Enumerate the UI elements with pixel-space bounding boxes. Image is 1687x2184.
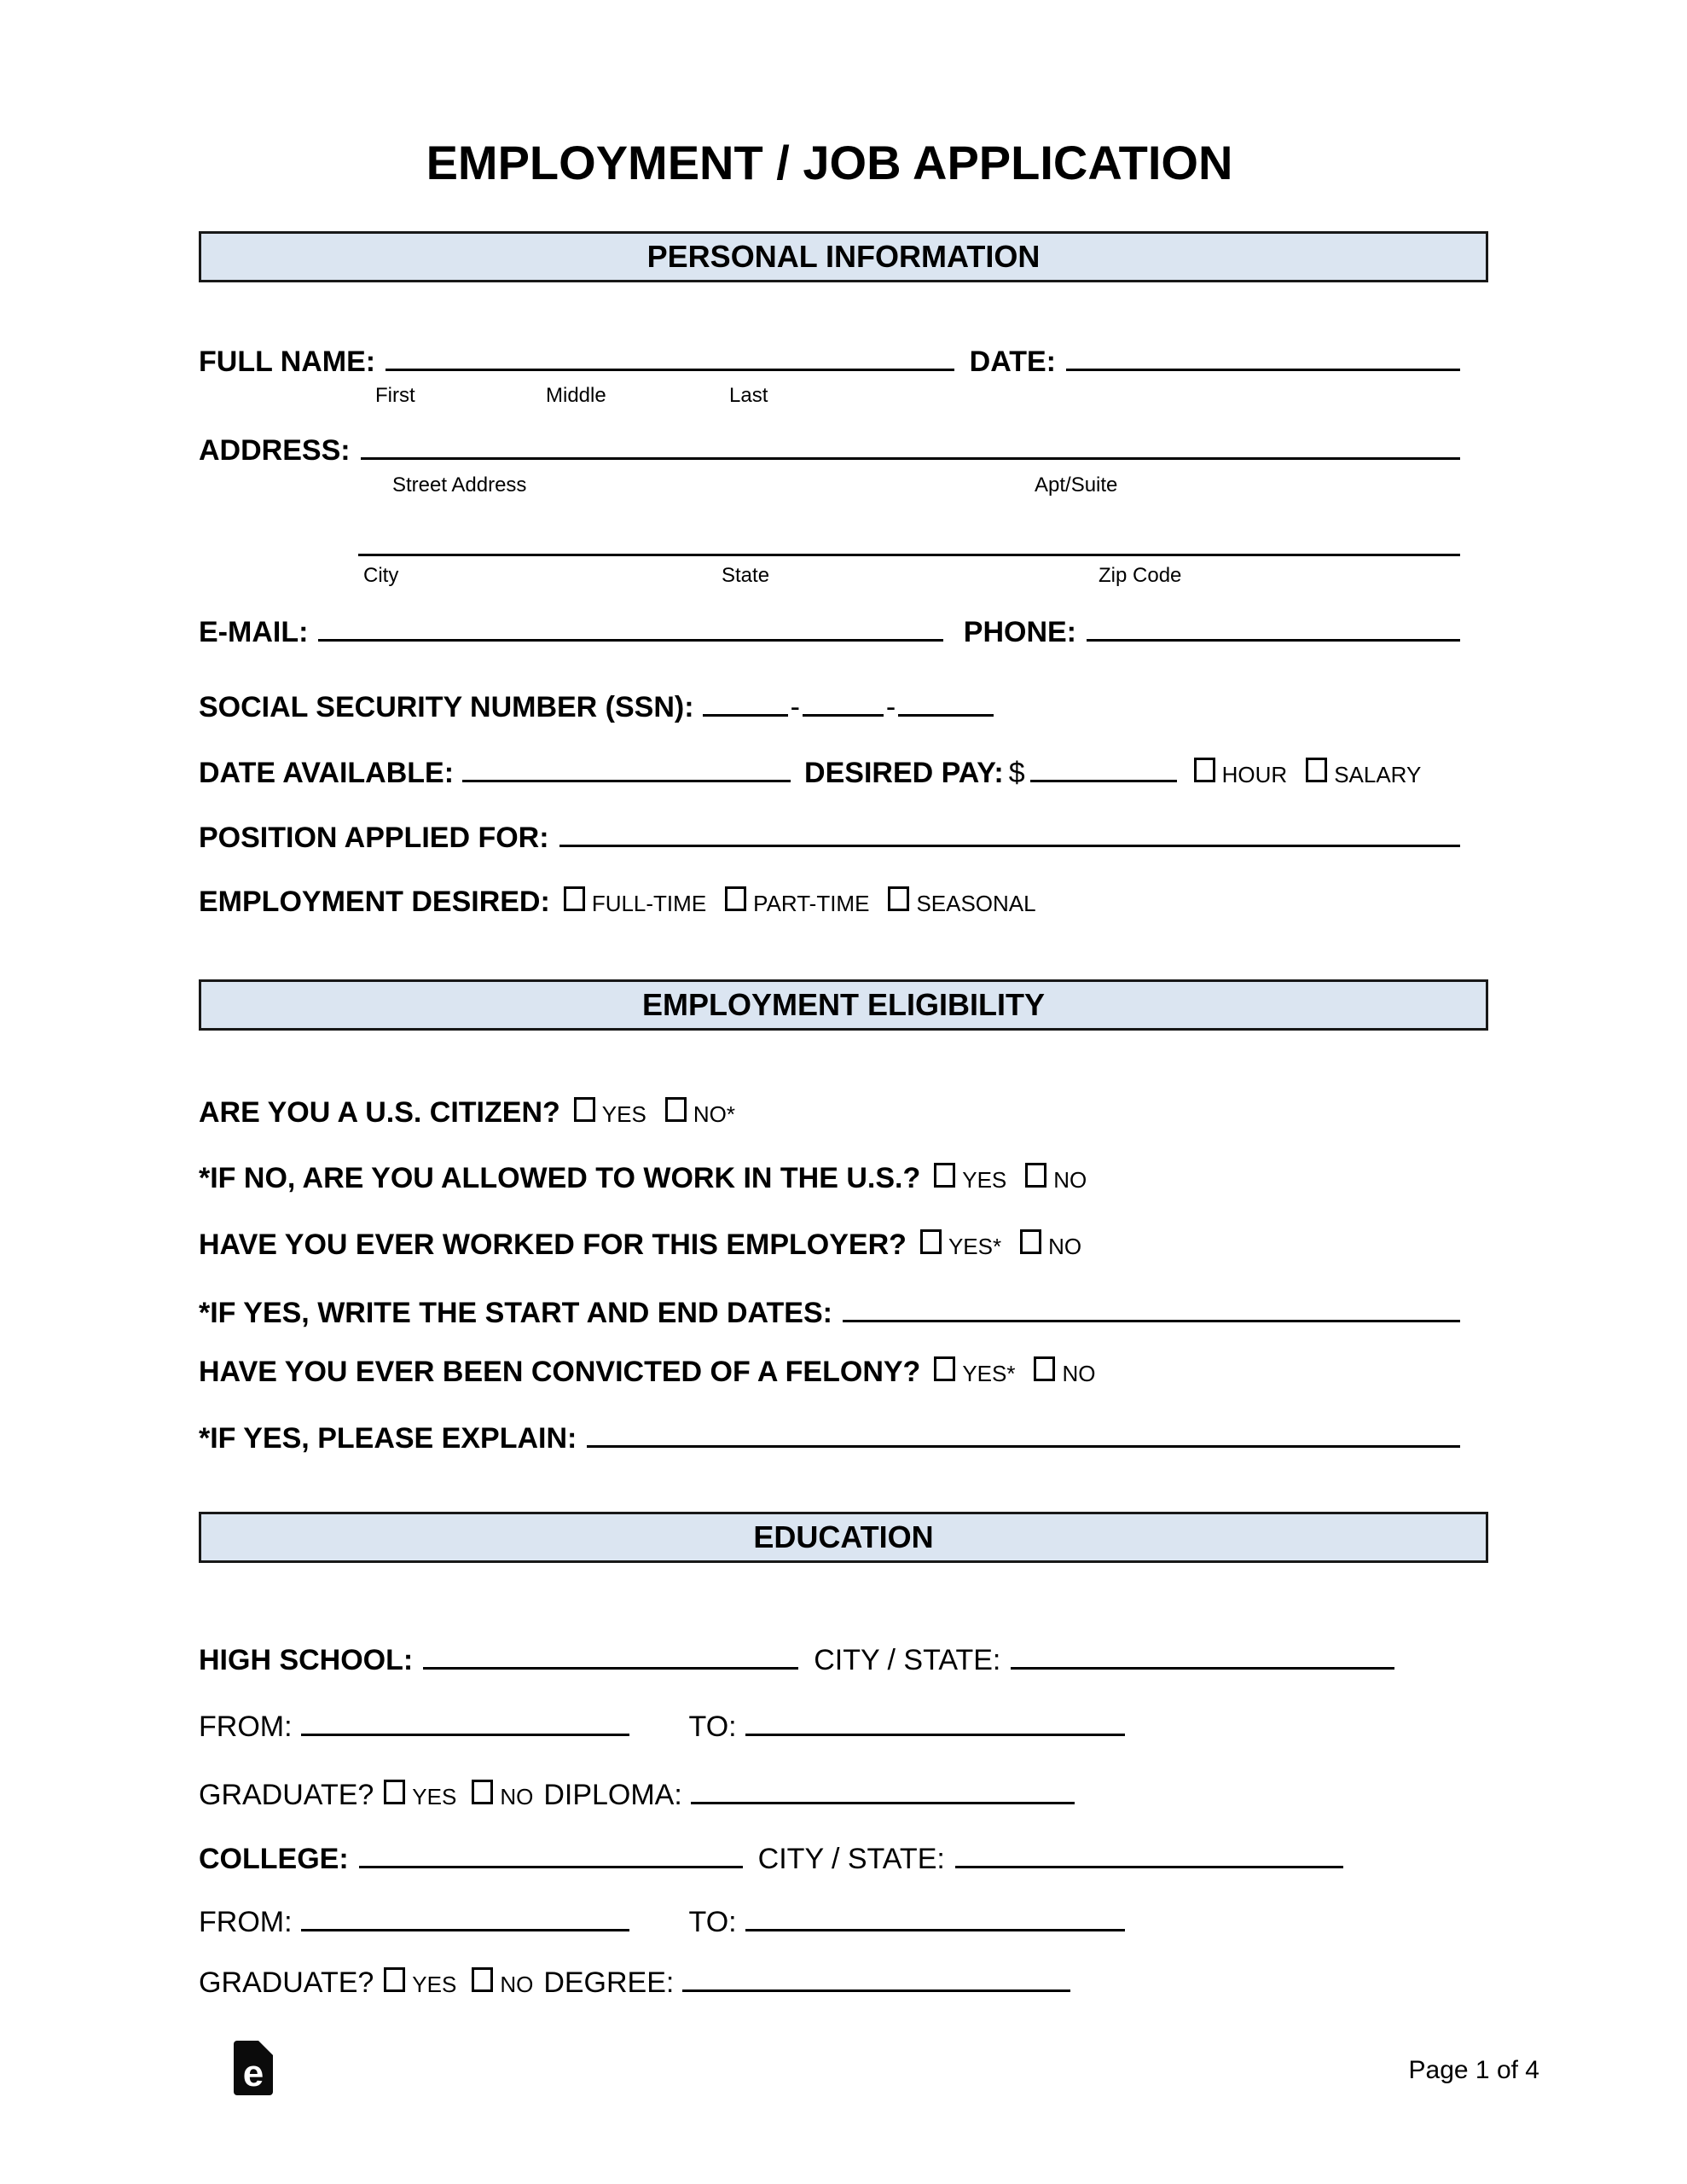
- hour-checkbox[interactable]: [1194, 758, 1215, 782]
- college-row: [199, 1841, 1460, 1877]
- address-line2-field[interactable]: [358, 554, 1460, 556]
- worked-yes-label: YES*: [948, 1234, 1002, 1259]
- felony-no-checkbox[interactable]: [1034, 1356, 1055, 1381]
- hs-city-state-label: CITY / STATE:: [814, 1644, 1001, 1676]
- college-graduate-no-label: NO: [500, 1972, 534, 1997]
- college-from-field[interactable]: [301, 1919, 629, 1931]
- college-city-state-field[interactable]: [955, 1856, 1343, 1868]
- degree-field[interactable]: [682, 1979, 1070, 1992]
- citizen-yes-checkbox[interactable]: [574, 1097, 595, 1122]
- state-sublabel: State: [722, 564, 770, 587]
- hs-graduate-no-label: NO: [500, 1784, 534, 1809]
- felony-no-label: NO: [1062, 1361, 1096, 1386]
- degree-label: DEGREE:: [543, 1966, 675, 1999]
- worked-yes-checkbox[interactable]: [920, 1229, 942, 1254]
- felony-explain-field[interactable]: [587, 1435, 1460, 1448]
- citizen-no-label: NO*: [693, 1101, 735, 1127]
- college-to-label: TO:: [688, 1906, 737, 1938]
- start-end-dates-field[interactable]: [843, 1310, 1460, 1322]
- hs-from-to-row: [199, 1709, 1460, 1745]
- felony-yes-label: YES*: [962, 1361, 1016, 1386]
- desired-pay-label: DESIRED PAY:: [804, 757, 1004, 789]
- page-indicator: Page 1 of 4: [1408, 2056, 1539, 2084]
- salary-label: SALARY: [1334, 762, 1422, 787]
- allowed-question-label: *IF NO, ARE YOU ALLOWED TO WORK IN THE U.S.?: [199, 1162, 921, 1194]
- street-address-field[interactable]: [361, 447, 1460, 460]
- worked-question-label: HAVE YOU EVER WORKED FOR THIS EMPLOYER?: [199, 1228, 907, 1261]
- phone-label: PHONE:: [963, 616, 1076, 648]
- start-end-dates-row: [199, 1295, 1460, 1331]
- full-time-label: FULL-TIME: [591, 891, 707, 916]
- full-name-field[interactable]: [386, 358, 954, 371]
- position-label: POSITION APPLIED FOR:: [199, 822, 549, 854]
- college-field[interactable]: [359, 1856, 743, 1868]
- section-header-employment-eligibility: [199, 979, 1488, 1031]
- college-graduate-yes-label: YES: [412, 1972, 457, 1997]
- part-time-checkbox[interactable]: [725, 886, 746, 911]
- address-row: [199, 433, 1460, 468]
- date-available-field[interactable]: [462, 770, 791, 782]
- salary-checkbox[interactable]: [1306, 758, 1327, 782]
- section-header-personal-information: [199, 231, 1488, 282]
- citizen-no-checkbox[interactable]: [665, 1097, 687, 1122]
- hs-graduate-no-checkbox[interactable]: [472, 1780, 493, 1804]
- college-graduate-row: [199, 1965, 1460, 2002]
- street-address-sublabel: Street Address: [392, 473, 527, 497]
- ssn-label: SOCIAL SECURITY NUMBER (SSN):: [199, 691, 694, 723]
- college-graduate-no-checkbox[interactable]: [472, 1967, 493, 1992]
- allowed-to-work-row: [199, 1160, 1460, 1198]
- ssn-dash-1: -: [790, 691, 800, 723]
- zip-code-sublabel: Zip Code: [1099, 564, 1182, 587]
- ssn-dash-2: -: [885, 691, 896, 723]
- hs-to-label: TO:: [688, 1711, 737, 1743]
- worked-before-row: [199, 1227, 1460, 1264]
- date-field[interactable]: [1066, 358, 1460, 371]
- felony-question-label: HAVE YOU EVER BEEN CONVICTED OF A FELONY?: [199, 1356, 921, 1388]
- hs-graduate-yes-label: YES: [412, 1784, 457, 1809]
- high-school-field[interactable]: [423, 1657, 798, 1670]
- email-phone-row: [199, 614, 1460, 650]
- desired-pay-field[interactable]: [1030, 770, 1177, 782]
- ssn-field-3[interactable]: [898, 704, 994, 717]
- section-heading-text: EMPLOYMENT ELIGIBILITY: [641, 987, 1045, 1022]
- allowed-no-label: NO: [1053, 1167, 1087, 1193]
- college-graduate-yes-checkbox[interactable]: [384, 1967, 405, 1992]
- first-sublabel: First: [375, 384, 415, 407]
- worked-no-label: NO: [1048, 1234, 1082, 1259]
- hour-label: HOUR: [1221, 762, 1288, 787]
- college-label: COLLEGE:: [199, 1843, 349, 1875]
- email-field[interactable]: [318, 629, 942, 642]
- hs-to-field[interactable]: [745, 1723, 1125, 1736]
- position-row: [199, 820, 1460, 856]
- hs-graduate-yes-checkbox[interactable]: [384, 1780, 405, 1804]
- section-header-education: [199, 1512, 1488, 1563]
- hs-from-field[interactable]: [301, 1723, 629, 1736]
- part-time-label: PART-TIME: [753, 891, 870, 916]
- felony-yes-checkbox[interactable]: [934, 1356, 955, 1381]
- page-title: EMPLOYMENT / JOB APPLICATION: [426, 136, 1233, 189]
- date-available-label: DATE AVAILABLE:: [199, 757, 455, 789]
- section-heading-text: EDUCATION: [753, 1519, 934, 1554]
- allowed-yes-label: YES: [962, 1167, 1007, 1193]
- ssn-field-2[interactable]: [803, 704, 884, 717]
- email-label: E-MAIL:: [199, 616, 309, 648]
- apt-suite-sublabel: Apt/Suite: [1035, 473, 1118, 497]
- citizen-yes-label: YES: [601, 1101, 646, 1127]
- phone-field[interactable]: [1087, 629, 1460, 642]
- seasonal-label: SEASONAL: [916, 891, 1036, 916]
- college-from-label: FROM:: [199, 1906, 293, 1938]
- eforms-logo-icon: [234, 2041, 273, 2095]
- worked-no-checkbox[interactable]: [1020, 1229, 1041, 1254]
- full-name-row: [199, 344, 1460, 380]
- date-label: DATE:: [969, 346, 1056, 378]
- eforms-logo-letter: e: [242, 2053, 264, 2094]
- position-field[interactable]: [559, 834, 1460, 847]
- section-heading-text: PERSONAL INFORMATION: [646, 239, 1041, 274]
- college-from-to-row: [199, 1904, 1460, 1940]
- currency-symbol: $: [1008, 757, 1025, 789]
- high-school-label: HIGH SCHOOL:: [199, 1644, 414, 1676]
- college-graduate-label: GRADUATE?: [199, 1966, 374, 1999]
- citizen-question-row: [199, 1095, 1460, 1132]
- allowed-yes-checkbox[interactable]: [934, 1163, 955, 1188]
- hs-from-label: FROM:: [199, 1711, 293, 1743]
- start-end-dates-label: *IF YES, WRITE THE START AND END DATES:: [199, 1297, 832, 1329]
- ssn-row: [199, 689, 1460, 725]
- felony-question-row: [199, 1354, 1460, 1391]
- felony-explain-label: *IF YES, PLEASE EXPLAIN:: [199, 1422, 577, 1455]
- allowed-no-checkbox[interactable]: [1025, 1163, 1046, 1188]
- middle-sublabel: Middle: [546, 384, 606, 407]
- address-label: ADDRESS:: [199, 434, 351, 467]
- citizen-question-label: ARE YOU A U.S. CITIZEN?: [199, 1096, 560, 1129]
- high-school-row: [199, 1642, 1460, 1678]
- felony-explain-row: [199, 1420, 1460, 1456]
- diploma-label: DIPLOMA:: [543, 1779, 682, 1811]
- hs-graduate-row: [199, 1777, 1460, 1815]
- city-sublabel: City: [363, 564, 399, 587]
- diploma-field[interactable]: [691, 1792, 1075, 1804]
- date-available-pay-row: [199, 755, 1460, 793]
- employment-desired-label: EMPLOYMENT DESIRED:: [199, 886, 550, 918]
- college-to-field[interactable]: [745, 1919, 1125, 1931]
- hs-graduate-label: GRADUATE?: [199, 1779, 374, 1811]
- college-city-state-label: CITY / STATE:: [757, 1843, 945, 1875]
- seasonal-checkbox[interactable]: [888, 886, 909, 911]
- last-sublabel: Last: [729, 384, 768, 407]
- full-time-checkbox[interactable]: [564, 886, 585, 911]
- ssn-field-1[interactable]: [703, 704, 788, 717]
- hs-city-state-field[interactable]: [1011, 1657, 1394, 1670]
- employment-desired-row: [199, 884, 1460, 921]
- full-name-label: FULL NAME:: [199, 346, 376, 378]
